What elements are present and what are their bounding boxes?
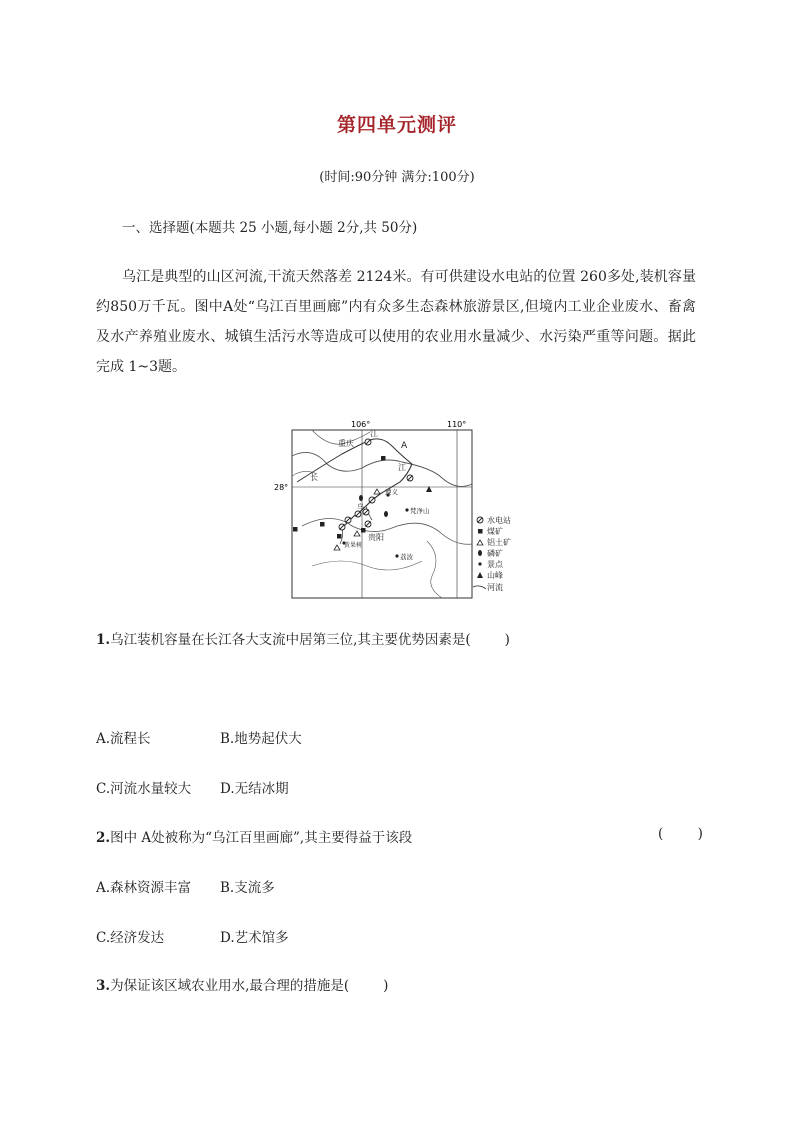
question-3 xyxy=(96,974,388,994)
label-jiang-2: 江 xyxy=(398,463,406,472)
map-legend xyxy=(473,515,511,592)
label-chongqing: 重庆 xyxy=(338,439,354,448)
option-1a[interactable]: A.流程长 xyxy=(96,731,151,747)
legend-scenic: 景点 xyxy=(487,560,503,569)
question-number: 3. xyxy=(96,978,111,994)
hydropower-markers xyxy=(339,439,413,530)
legend-phosphate: 磷矿 xyxy=(487,549,503,558)
question-text: 乌江装机容量在长江各大支流中居第三位,其主要优势因素是( xyxy=(110,632,471,648)
label-jiang-1: 江 xyxy=(370,429,378,438)
coal-mine-icon xyxy=(478,529,483,534)
paren-close: ) xyxy=(383,978,389,994)
wujiang-map xyxy=(274,416,522,602)
passage-text: 乌江是典型的山区河流,干流天然落差 2124米。有可供建设水电站的位置 260多处,装机容量约850万千瓦。图中A处“乌江百里画廊”内有众多生态森林旅游景区,但境内工业企业废水、畜禽及水产养殖业废水、城镇生活污水等造成可以使用的农业用水量减少、水污染严重等问题。据此完成 1~3题。 xyxy=(96,269,696,375)
lat-28-label: 28° xyxy=(274,483,289,492)
page-title: 第四单元测评 xyxy=(336,114,457,136)
option-1c[interactable]: C.河流水量较大 xyxy=(96,781,192,797)
question-2 xyxy=(96,826,412,846)
question-number: 1. xyxy=(96,632,111,648)
phosphate-icon xyxy=(478,550,482,556)
exam-info: (时间:90分钟 满分:100分) xyxy=(319,170,475,185)
option-2c[interactable]: C.经济发达 xyxy=(96,930,165,946)
paren-close: ) xyxy=(504,632,510,648)
label-zunyi: 遵义 xyxy=(385,488,398,496)
label-guiyang: 贵阳 xyxy=(368,533,384,542)
option-2d[interactable]: D.艺术馆多 xyxy=(220,930,289,946)
lon-106-label: 106° xyxy=(351,420,371,429)
scenic-spot-icon xyxy=(478,562,481,565)
label-fanjingshan: 梵净山 xyxy=(410,507,430,515)
label-huangguoshu: 黄果树 xyxy=(344,542,363,549)
bauxite-icon xyxy=(477,540,483,545)
question-1 xyxy=(96,628,510,648)
label-libo: 荔波 xyxy=(400,553,413,561)
lon-110-label: 110° xyxy=(447,420,467,429)
legend-bauxite: 铝土矿 xyxy=(487,538,511,547)
question-number: 2. xyxy=(96,830,111,846)
wujiang-river xyxy=(342,464,412,528)
label-chang: 长 xyxy=(310,473,318,482)
section-heading: 一、选择题(本题共 25 小题,每小题 2分,共 50分) xyxy=(122,220,418,236)
option-2b[interactable]: B.支流多 xyxy=(220,880,275,896)
option-2a[interactable]: A.森林资源丰富 xyxy=(96,880,192,896)
river-icon xyxy=(473,586,486,589)
label-wu: 乌 xyxy=(357,503,364,511)
legend-hydropower: 水电站 xyxy=(487,516,511,525)
mountain-peak-icon xyxy=(477,572,483,578)
answer-blank-2[interactable]: ( ) xyxy=(658,826,703,842)
option-1d[interactable]: D.无结冰期 xyxy=(220,781,289,797)
legend-peak: 山峰 xyxy=(487,571,503,580)
legend-river: 河流 xyxy=(487,583,503,592)
question-text: 为保证该区域农业用水,最合理的措施是( xyxy=(110,978,350,994)
hydropower-icon xyxy=(477,517,483,523)
option-1b[interactable]: B.地势起伏大 xyxy=(220,731,302,747)
question-text: 图中 A处被称为“乌江百里画廊”,其主要得益于该段 xyxy=(110,830,413,846)
label-a: A xyxy=(401,441,408,451)
legend-coal: 煤矿 xyxy=(487,527,503,536)
